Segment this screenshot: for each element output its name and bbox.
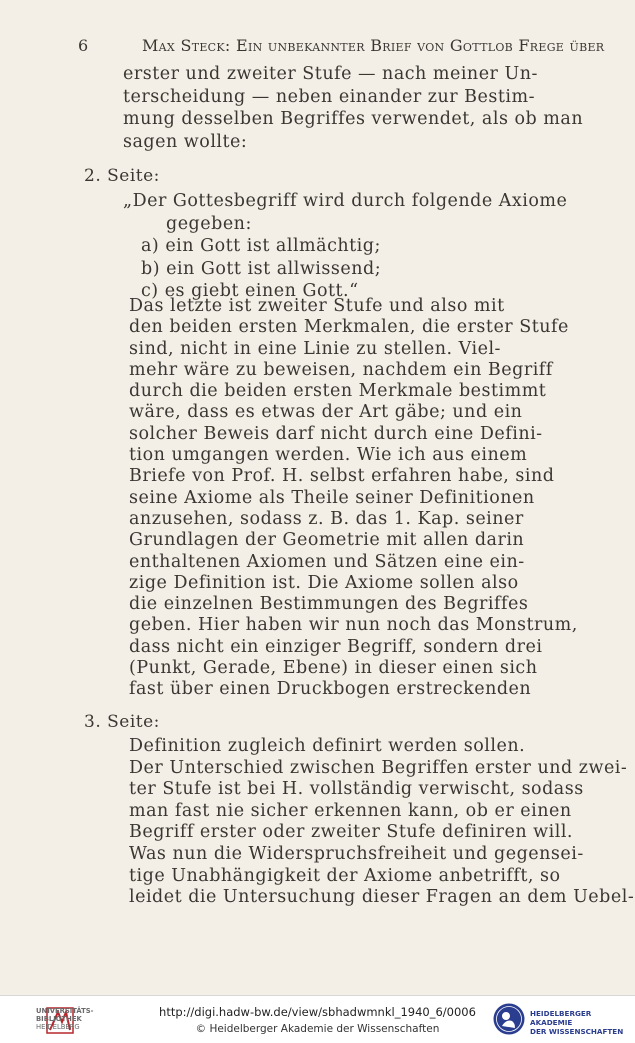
quote-block	[123, 190, 567, 303]
text-line: Was nun die Widerspruchsfreiheit und gegensei-	[129, 843, 584, 864]
academy-line: HEIDELBERGER AKADEMIE	[530, 1009, 592, 1027]
section2-paragraph	[129, 296, 578, 701]
text-line: Begriff erster oder zweiter Stufe definiren will.	[129, 822, 573, 843]
text-line: Definition zugleich definirt werden sollen.	[129, 736, 526, 756]
academy-seal-icon[interactable]	[492, 1002, 526, 1036]
text-line: Der Unterschied zwischen Begriffen erster und zwei-	[129, 757, 628, 778]
text-line: geben. Hier haben wir nun noch das Monstrum,	[129, 615, 578, 636]
text-line: tion umgangen werden. Wie ich aus einem	[129, 445, 528, 466]
text-line: Das letzte ist zweiter Stufe und also mit	[129, 296, 505, 316]
text-line: enthaltenen Axiomen und Sätzen eine ein-	[129, 551, 525, 572]
quote-line: gegeben:	[166, 213, 252, 234]
library-line: BIBLIOTHEK	[36, 1015, 82, 1023]
text-line: sagen wollte:	[123, 131, 248, 152]
axiom-item-b: b) ein Gott ist allwissend;	[141, 258, 382, 279]
text-line: tige Unabhängigkeit der Axiome anbetrifft, so	[129, 865, 561, 886]
section-label-3: 3. Seite:	[84, 712, 160, 732]
axiom-item-a: a) ein Gott ist allmächtig;	[141, 236, 381, 257]
text-line: man fast nie sicher erkennen kann, ob er einen	[129, 800, 572, 821]
text-line: leidet die Untersuchung dieser Fragen an dem Uebel-	[129, 887, 635, 908]
academy-name	[530, 1009, 635, 1036]
running-header	[78, 36, 605, 55]
text-line: seine Axiome als Theile seiner Definitionen	[129, 487, 535, 508]
text-line: (Punkt, Gerade, Ebene) in dieser einen sich	[129, 658, 538, 679]
text-line: die einzelnen Bestimmungen des Begriffes	[129, 594, 529, 615]
library-line: UNIVERSITÄTS-	[36, 1007, 94, 1015]
text-line: Briefe von Prof. H. selbst erfahren habe, sind	[129, 466, 555, 487]
section3-paragraph	[129, 736, 634, 909]
permalink-url[interactable]: http://digi.hadw-bw.de/view/sbhadwmnkl_1940_6/0006	[159, 1005, 476, 1019]
axiom-item-c: c) es giebt einen Gott.“	[141, 281, 359, 302]
text-line: dass nicht ein einziger Begriff, sondern drei	[129, 636, 543, 657]
text-line: sind, nicht in eine Linie zu stellen. Viel-	[129, 338, 501, 359]
text-line: durch die beiden ersten Merkmale bestimmt	[129, 381, 547, 402]
text-line: fast über einen Druckbogen erstreckenden	[129, 679, 532, 700]
text-line: mehr wäre zu beweisen, nachdem ein Begriff	[129, 359, 553, 380]
text-line: terscheidung — neben einander zur Bestim-	[123, 86, 536, 107]
text-line: zige Definition ist. Die Axiome sollen also	[129, 572, 519, 593]
viewer-footer	[0, 995, 635, 1043]
intro-paragraph	[123, 63, 583, 153]
section-label-2: 2. Seite:	[84, 166, 160, 186]
page-number: 6	[78, 36, 89, 55]
text-line: anzusehen, sodass z. B. das 1. Kap. seiner	[129, 508, 524, 529]
text-line: den beiden ersten Merkmalen, die erster Stufe	[129, 317, 569, 338]
quote-line: „Der Gottesbegriff wird durch folgende Axiome	[123, 191, 568, 211]
text-line: erster und zweiter Stufe — nach meiner Un-	[123, 64, 538, 84]
academy-line: DER WISSENSCHAFTEN	[530, 1027, 624, 1036]
copyright-notice: © Heidelberger Akademie der Wissenschaften	[195, 1023, 440, 1035]
text-line: ter Stufe ist bei H. vollständig verwischt, sodass	[129, 779, 584, 800]
running-title: Max Steck: Ein unbekannter Brief von Gottlob Frege über	[142, 36, 605, 55]
library-line: HEIDELBERG	[36, 1023, 80, 1031]
text-line: solcher Beweis darf nicht durch eine Defini-	[129, 423, 543, 444]
text-line: mung desselben Begriffes verwendet, als ob man	[123, 109, 584, 130]
text-line: wäre, dass es etwas der Art gäbe; und ein	[129, 402, 523, 423]
text-line: Grundlagen der Geometrie mit allen darin	[129, 530, 525, 551]
